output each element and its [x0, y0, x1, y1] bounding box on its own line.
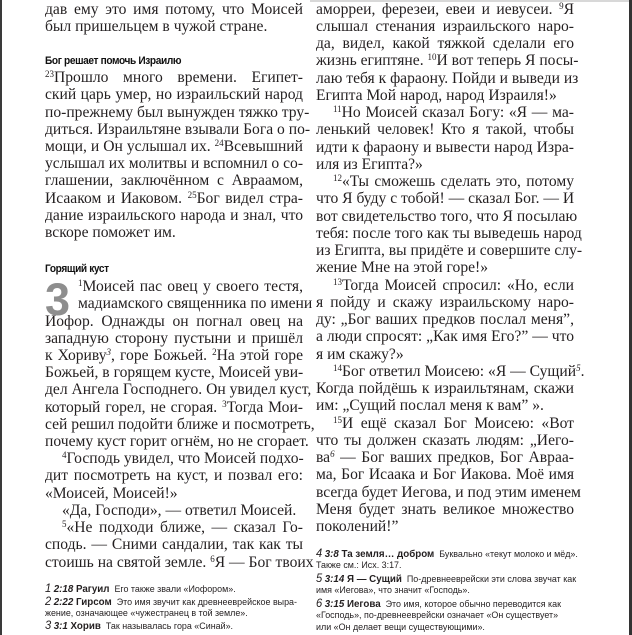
verse-text: мощи, и Он услышал их. [45, 138, 215, 155]
footnote-continuation: жение, означающее «чужестранец в той земле». [45, 608, 248, 619]
footnote-number: 6 [316, 596, 323, 610]
text-line [62, 519, 303, 536]
footnote-ref: 3:15 [324, 598, 345, 610]
verse-text: Исааком и Иаковом. [45, 190, 188, 207]
verse-text: «Ты сможешь сделать это, потому [342, 173, 574, 190]
text-line [333, 173, 574, 190]
text-line: им: „Сущий послал меня к вам” ». [316, 397, 544, 414]
text-line: «Да, Господи», — ответил Моисей. [62, 502, 297, 519]
verse-text: Господь увидел, что Моисей подхо- [66, 450, 304, 467]
verse-number: 11 [333, 104, 342, 114]
footnote-ref: 2:22 [53, 596, 74, 608]
verse-text: Моисей пас овец у своего тестя, [82, 278, 303, 295]
verse-text: — Бог ваших предков, Бог Авраа- [334, 449, 574, 466]
text-line: сей решил подойти ближе и посмотреть, [45, 416, 315, 433]
text-line: вот свидетельство того, что Я посылаю [316, 208, 578, 225]
text-line: диться. Израильтяне взывали Бога о по- [45, 121, 311, 138]
text-line [333, 104, 574, 121]
text-line: сподь. — Сними сандалии, так как ты [45, 536, 303, 553]
verse-number: 10 [427, 52, 437, 62]
text-line [333, 415, 574, 432]
verse-text: Но Моисей сказал Богу: «Я — ма- [341, 104, 574, 121]
footnote-term: Иегова [346, 598, 381, 610]
text-line: тебя: после того как ты выведешь народ [316, 225, 582, 242]
text-line [45, 399, 303, 416]
verse-text: Я [563, 1, 574, 18]
footnote-text: Так называлась гора «Синай». [105, 621, 234, 632]
text-line: был пришельцем в чужой стране. [45, 18, 268, 35]
text-line: ленький человек! Кто я такой, чтобы [316, 121, 574, 138]
footnote-continuation: «Господь», по-древнееврейски означает «Он существует» [316, 610, 559, 621]
text-line: мадиамского священника по имени [78, 295, 313, 312]
text-line: я им скажу?» [316, 346, 404, 363]
page-edge-left [0, 0, 2, 635]
footnote-continuation: имя «Иегова», что значит «Господь». [316, 585, 470, 596]
text-line: Иофор. Однажды он погнал овец на [45, 313, 303, 330]
text-line: что Я буду с тобой! — сказал Бог. — И [316, 190, 575, 207]
footnote-number: 4 [316, 546, 323, 560]
verse-number: 2 [212, 347, 217, 357]
section-heading: Бог решает помочь Израилю [45, 55, 182, 67]
verse-text: ва [316, 449, 331, 466]
text-line [316, 449, 574, 466]
verse-text: стоишь на святой земле. [45, 554, 211, 571]
footnote-number: 3 [45, 618, 52, 632]
footnote-number: 1 [45, 581, 52, 595]
text-line: всегда будет Иегова, и под этим именем [316, 484, 581, 501]
footnote-ref: 3:8 [324, 548, 339, 560]
footnote-ref: 2:18 [53, 583, 74, 595]
footnote [316, 573, 576, 585]
verse-number: 24 [214, 138, 224, 148]
text-line [333, 363, 585, 380]
footnote-marker[interactable]: 3 [106, 347, 112, 357]
footnote-number: 5 [316, 571, 323, 585]
text-line: дел Ангела Господнего. Он увидел куст, [45, 381, 312, 398]
footnote [316, 548, 578, 560]
footnote-text: Это имя звучит как древнееврейское выра- [116, 597, 298, 608]
text-line [316, 1, 574, 18]
text-line: дание израильского народа и знал, что [45, 207, 303, 224]
verse-text: На этой горе [216, 347, 303, 364]
footnote [45, 596, 297, 608]
section-heading: Горящий куст [45, 263, 109, 275]
verse-text: Прошло много времени. Египет- [54, 69, 303, 86]
verse-number: 15 [333, 415, 342, 425]
footnote [45, 620, 233, 632]
text-line [45, 138, 303, 155]
verse-text: И ещё сказал Бог Моисею: «Вот [342, 415, 574, 432]
text-line: слышал стенания израильского наро- [316, 18, 574, 35]
footnote-marker[interactable]: 6 [330, 449, 335, 459]
text-line: лаю тебя к фараону. Пойди и выведи из [316, 70, 579, 87]
text-line [78, 278, 303, 295]
text-line: вскоре поможет им. [45, 224, 176, 241]
text-line: жение Мне на этой горе!» [316, 259, 489, 276]
text-line [45, 554, 314, 571]
footnote-text: По-древнееврейски эти слова звучат как [406, 574, 577, 585]
footnote-ref: 3:14 [324, 573, 345, 585]
text-line: Божьей, в горящем кусте, Моисей уви- [45, 364, 304, 381]
footnote-continuation: или «Он делает вещи существующими». [316, 622, 485, 633]
text-line: я пойду и скажу израильскому наро- [316, 294, 574, 311]
verse-text: Бог ответил Моисею: «Я — Сущий [342, 363, 577, 380]
text-line: дит посмотреть на куст, и позвал его: [45, 467, 303, 484]
footnote [316, 598, 561, 610]
verse-text: Тогда Моисей спросил: «Но, если [342, 277, 574, 294]
verse-text: Бог видел стра- [196, 190, 303, 207]
text-line [45, 190, 303, 207]
footnote-continuation: Также см.: Исх. 3:17. [316, 560, 402, 571]
footnote [45, 583, 236, 595]
verse-text: аморреи, ферезеи, евеи и иевусеи. [316, 1, 560, 18]
verse-text: жизнь египтяне. [316, 52, 428, 69]
verse-number: 23 [45, 69, 54, 79]
verse-text: Всевышний [223, 138, 303, 155]
text-line: Египта Мой народ, народ Израиля!» [316, 87, 557, 104]
text-line: Меня будет знать великое множество [316, 501, 574, 518]
footnote-term: Я — Сущий [346, 573, 402, 585]
text-line: дав ему это имя потому, что Моисей [45, 1, 303, 18]
text-line: по-прежнему был вынужден тяжко тру- [45, 104, 310, 121]
text-line: ду: „Бог ваших предков послал меня”, [316, 311, 574, 328]
text-line: западную сторону пустыни и пришёл [45, 330, 303, 347]
text-line: ский царь умер, но израильский народ [45, 86, 303, 103]
footnote-text: Его также звали «Иофором». [114, 584, 236, 595]
verse-text: «Не подходи ближе, — сказал Го- [66, 519, 303, 536]
text-line [62, 450, 303, 467]
text-line: Когда пойдёшь к израильтянам, скажи [316, 380, 574, 397]
footnote-term: Та земля… добром [341, 548, 435, 560]
verse-number: 5 [62, 519, 67, 529]
verse-number: 12 [333, 173, 342, 183]
text-line: глашении, заключённом с Авраамом, [45, 172, 303, 189]
verse-text: к Хориву [45, 347, 107, 364]
verse-text: , горе Божьей. [111, 347, 213, 364]
footnote-term: Гирсом [75, 596, 112, 608]
verse-number: 14 [333, 363, 342, 373]
footnote-ref: 3:1 [53, 620, 68, 632]
footnote-text: Это имя, которое обычно переводится как [385, 599, 561, 610]
footnote-term: Рагуил [75, 583, 110, 595]
footnote-term: Хорив [70, 620, 101, 632]
text-line: «Моисей, Моисей!» [45, 485, 178, 502]
text-line [333, 277, 574, 294]
verse-text: И вот теперь Я посы- [436, 52, 579, 69]
text-line [45, 347, 303, 364]
footnote-text: Буквально «текут молоко и мёд». [439, 549, 578, 560]
text-line: а люди спросят: „Как имя Его?” — что [316, 328, 574, 345]
text-line [316, 52, 579, 69]
verse-text: Тогда Мои- [226, 399, 303, 416]
chapter-number: 3 [45, 274, 71, 325]
text-line: поколений!” [316, 518, 399, 535]
verse-number: 1 [78, 278, 83, 288]
verse-number: 3 [222, 399, 227, 409]
text-line: из Египта, вы придёте и совершите слу- [316, 242, 583, 259]
verse-number: 4 [62, 450, 67, 460]
text-line: иля из Египта?» [316, 156, 423, 173]
text-line: ма, Бог Исаака и Бог Иакова. Моё имя [316, 466, 574, 483]
verse-number: 9 [559, 1, 564, 11]
verse-text: Я — Бог твоих [214, 554, 314, 571]
text-line: почему куст горит огнём, но не сгорает. [45, 433, 309, 450]
verse-number: 6 [210, 554, 215, 564]
text-line: да, видел, какой тяжкой сделали его [316, 35, 574, 52]
text-line: идти к фараону и вывести народ Изра- [316, 139, 574, 156]
verse-number: 25 [187, 190, 197, 200]
verse-text: . [580, 363, 585, 380]
footnote-marker[interactable]: 5 [576, 363, 581, 373]
footnote-number: 2 [45, 594, 52, 608]
verse-number: 13 [333, 277, 342, 287]
verse-text: который горел, не сгорая. [45, 399, 223, 416]
text-line [45, 69, 303, 86]
text-line: услышал их молитвы и вспомнил о со- [45, 155, 304, 172]
text-line: что ты должен сказать людям: „Иего- [316, 432, 574, 449]
